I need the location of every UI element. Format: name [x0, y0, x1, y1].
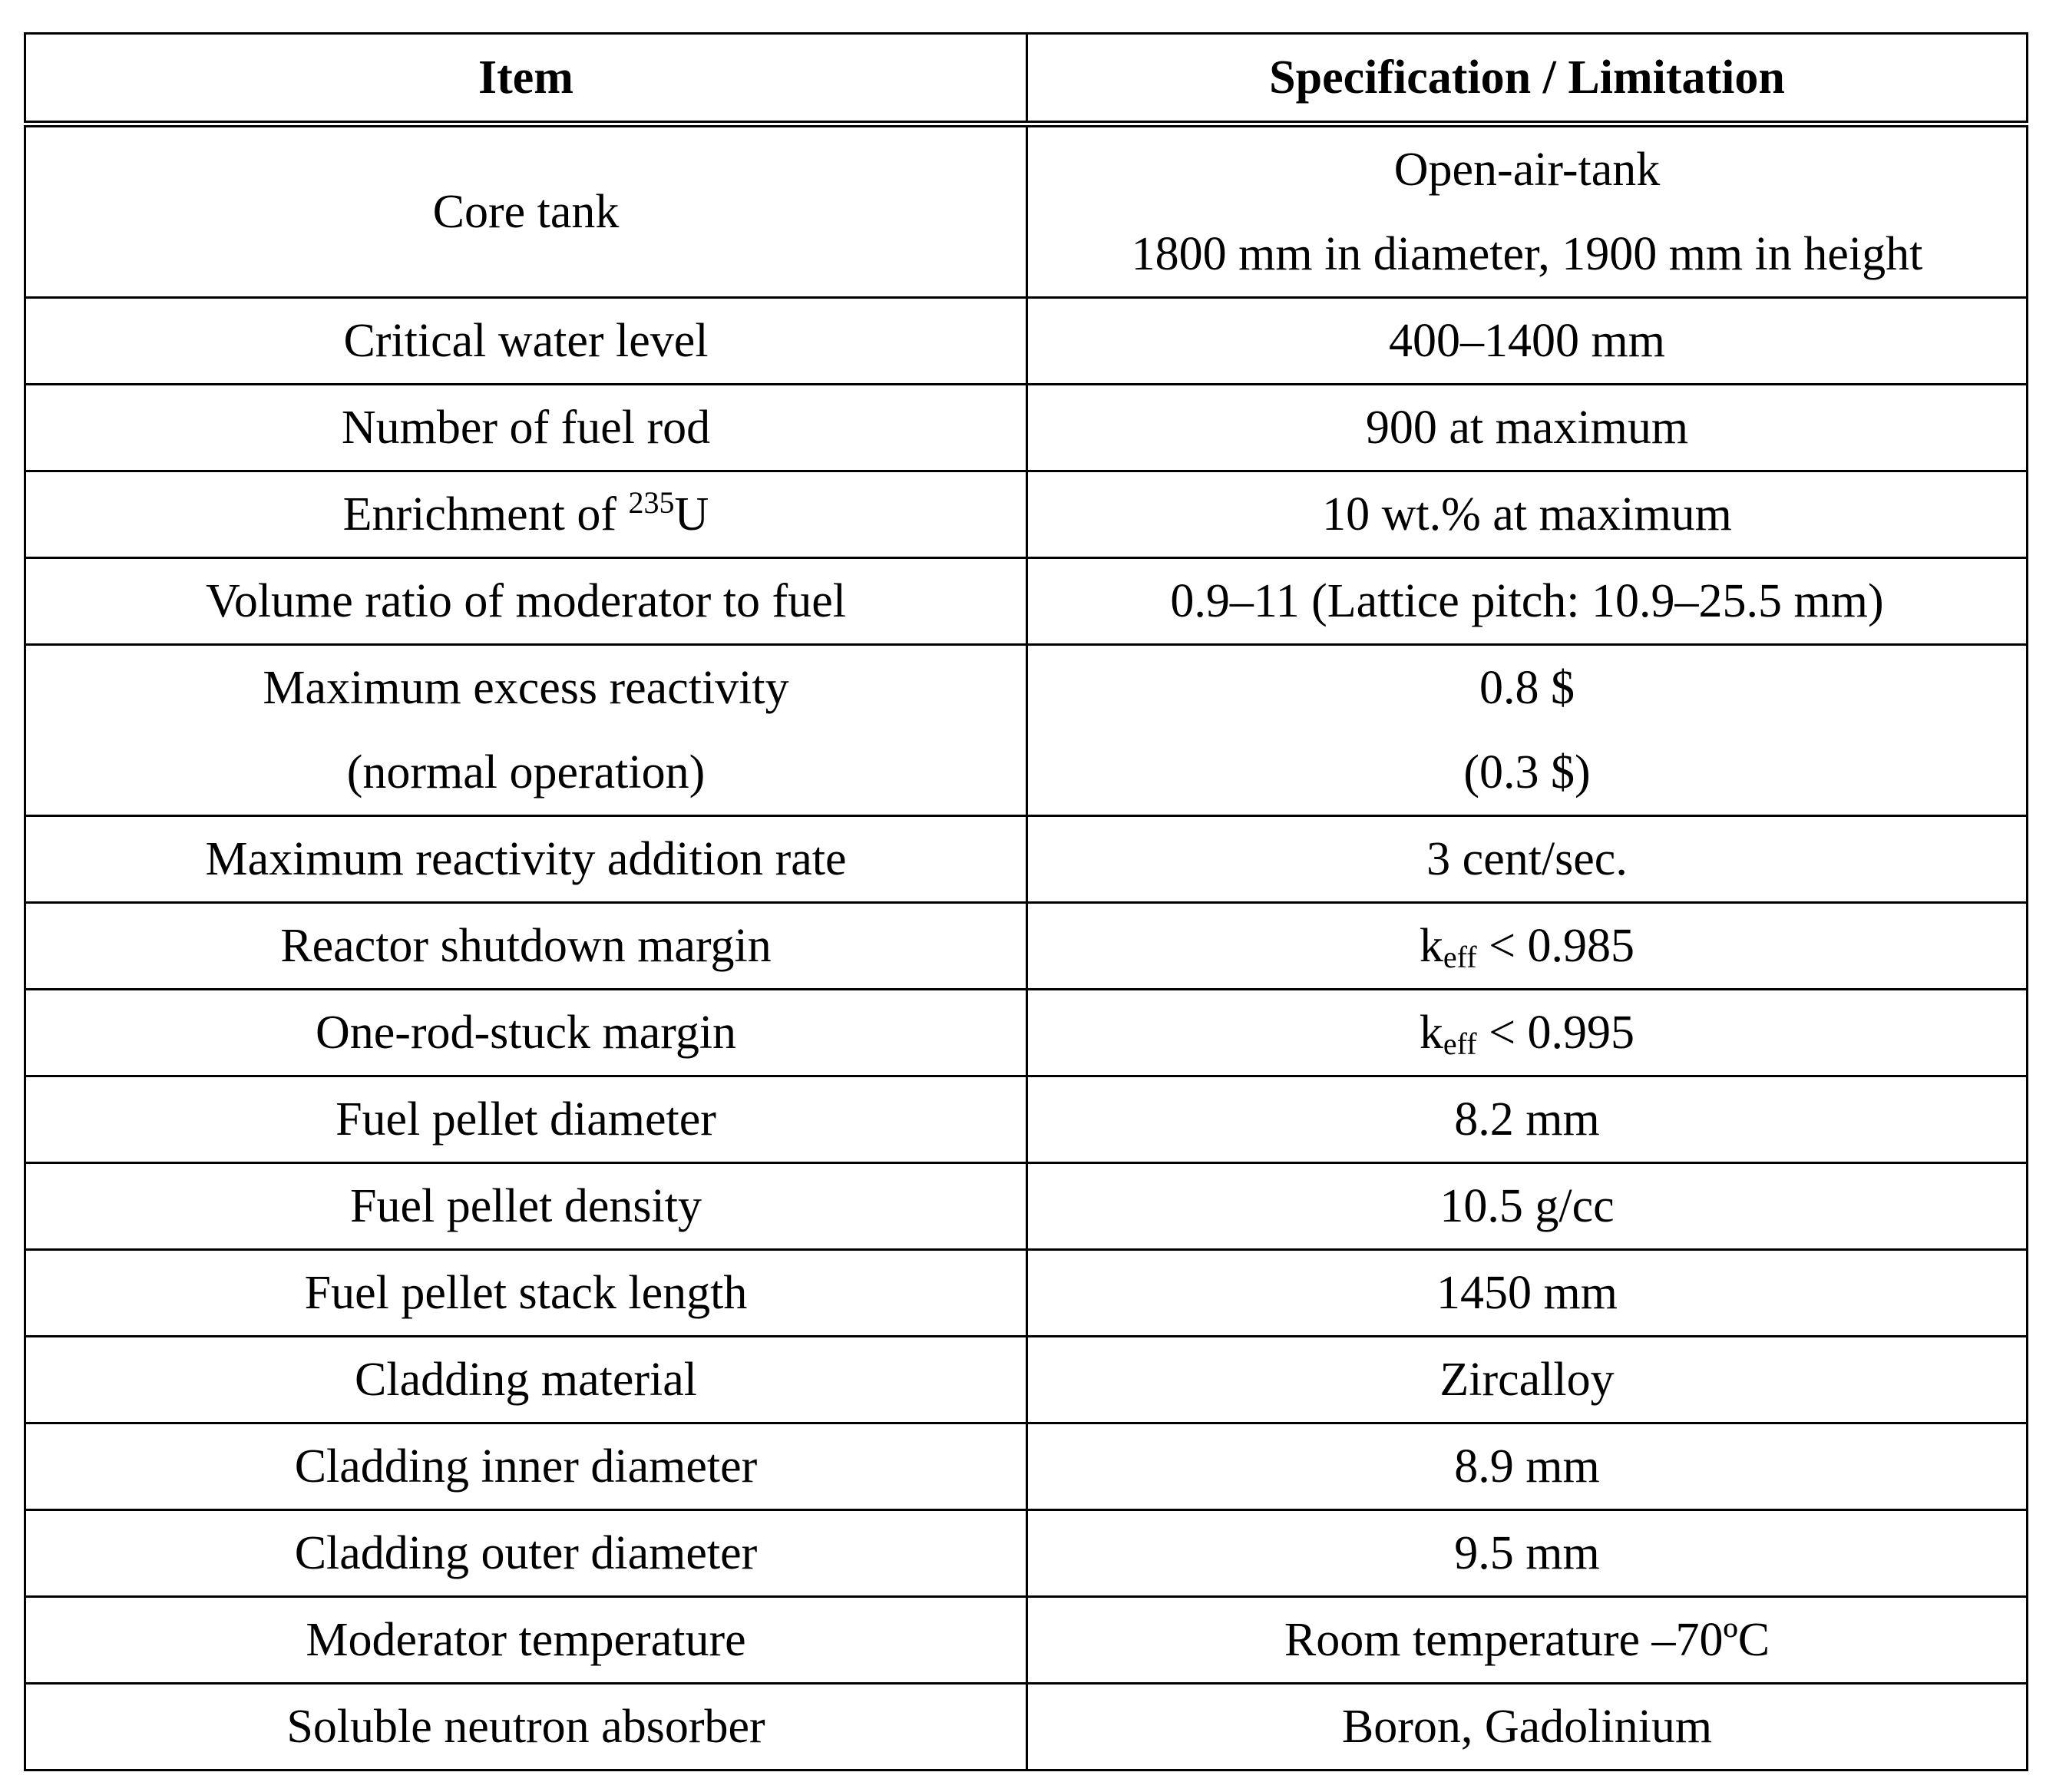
- item-cell: Fuel pellet diameter: [25, 1076, 1027, 1163]
- item-cell: Critical water level: [25, 298, 1027, 385]
- spec-line: 1800 mm in diameter, 1900 mm in height: [1131, 228, 1923, 280]
- item-line: Maximum excess reactivity: [263, 662, 789, 714]
- table-row: [25, 645, 2028, 816]
- spec-text: < 0.995: [1476, 1007, 1635, 1059]
- spec-cell: 9.5 mm: [1027, 1510, 2028, 1597]
- item-cell: Cladding inner diameter: [25, 1423, 1027, 1510]
- item-cell: Moderator temperature: [25, 1597, 1027, 1684]
- keff-symbol: k: [1419, 920, 1443, 972]
- item-text: Enrichment of: [342, 488, 629, 541]
- spec-cell: 0.9–11 (Lattice pitch: 10.9–25.5 mm): [1027, 558, 2028, 645]
- spec-cell: 10.5 g/cc: [1027, 1163, 2028, 1250]
- table-header: [25, 34, 2028, 124]
- item-cell: Maximum reactivity addition rate: [25, 816, 1027, 903]
- table-row: [25, 124, 2028, 298]
- table-row: [25, 1337, 2028, 1423]
- table-body: [25, 124, 2028, 1771]
- item-line: (normal operation): [346, 746, 706, 798]
- spec-cell: 3 cent/sec.: [1027, 816, 2028, 903]
- keff-subscript: eff: [1443, 1027, 1477, 1061]
- spec-cell: [1027, 124, 2028, 298]
- spec-cell: 10 wt.% at maximum: [1027, 471, 2028, 558]
- keff-subscript: eff: [1443, 940, 1477, 974]
- table-row: [25, 1076, 2028, 1163]
- table-row: [25, 1510, 2028, 1597]
- spec-line: Open-air-tank: [1393, 144, 1661, 196]
- spec-cell: [1027, 990, 2028, 1076]
- header-specification: Specification / Limitation: [1027, 34, 2028, 124]
- table-row: [25, 1250, 2028, 1337]
- item-cell: Reactor shutdown margin: [25, 903, 1027, 990]
- item-cell: Fuel pellet stack length: [25, 1250, 1027, 1337]
- table-row: [25, 385, 2028, 471]
- spec-cell: 1450 mm: [1027, 1250, 2028, 1337]
- item-cell: Fuel pellet density: [25, 1163, 1027, 1250]
- spec-cell: Boron, Gadolinium: [1027, 1684, 2028, 1771]
- spec-text: < 0.985: [1476, 920, 1635, 972]
- item-cell: One-rod-stuck margin: [25, 990, 1027, 1076]
- table-row: [25, 1163, 2028, 1250]
- spec-cell: 400–1400 mm: [1027, 298, 2028, 385]
- item-cell: Volume ratio of moderator to fuel: [25, 558, 1027, 645]
- table-row: [25, 1684, 2028, 1771]
- item-cell: Cladding outer diameter: [25, 1510, 1027, 1597]
- header-item: Item: [25, 34, 1027, 124]
- item-cell: Number of fuel rod: [25, 385, 1027, 471]
- item-cell: Core tank: [25, 124, 1027, 298]
- isotope-mass-number: 235: [628, 485, 675, 520]
- table-row: [25, 990, 2028, 1076]
- table-row: [25, 298, 2028, 385]
- table-row: [25, 1597, 2028, 1684]
- item-cell: Cladding material: [25, 1337, 1027, 1423]
- spec-line: 0.8 $: [1479, 662, 1575, 714]
- spec-cell: Zircalloy: [1027, 1337, 2028, 1423]
- table-row: [25, 903, 2028, 990]
- table-row: [25, 558, 2028, 645]
- spec-line: (0.3 $): [1463, 746, 1591, 798]
- item-cell: Soluble neutron absorber: [25, 1684, 1027, 1771]
- item-cell: [25, 471, 1027, 558]
- header-row: [25, 34, 2028, 124]
- table-row: [25, 471, 2028, 558]
- spec-cell: 8.9 mm: [1027, 1423, 2028, 1510]
- spec-cell: [1027, 645, 2028, 816]
- keff-symbol: k: [1419, 1007, 1443, 1059]
- spec-cell: Room temperature –70ºC: [1027, 1597, 2028, 1684]
- spec-cell: [1027, 903, 2028, 990]
- spec-cell: 900 at maximum: [1027, 385, 2028, 471]
- spec-cell: 8.2 mm: [1027, 1076, 2028, 1163]
- specification-table: [24, 32, 2028, 1771]
- table-row: [25, 816, 2028, 903]
- item-text: U: [674, 488, 709, 541]
- item-cell: [25, 645, 1027, 816]
- table-row: [25, 1423, 2028, 1510]
